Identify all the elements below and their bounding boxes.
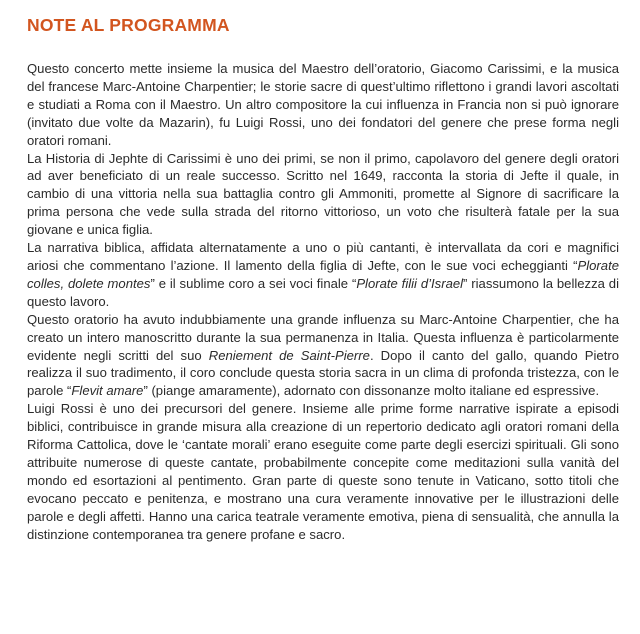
paragraph-text: Questo oratorio ha avuto indubbiamente una grande influenza su Marc-Antoine Charpentier, che ha creato un intero manoscritto durante la sua permanenza in Italia. Questa influenza è particolarmente evidente negli scritti del suo xyxy=(27,311,619,363)
paragraph-text: La Historia di Jephte di Carissimi è uno dei primi, se non il primo, capolavoro del genere degli oratori ad aver beneficiato di un reale successo. Scritto nel 1649, racconta la storia di Jefte il quale, in cambio di una vittoria nella sua battaglia contro gli Ammoniti, promette al Signore di sacrificare la prima persona che vede sulla strada del ritorno vittorioso, un voto che risulterà fatale per la sua giovane e unica figlia. xyxy=(27,150,619,238)
paragraph-biblical-narrative xyxy=(27,239,619,311)
italic-title-text: Plorate colles, dolete montes xyxy=(27,257,619,291)
paragraph-text: Questo concerto mette insieme la musica del Maestro dell’oratorio, Giacomo Carissimi, e la musica del francese Marc-Antoine Charpentier; le storie sacre di quest’ultimo riflettono i grandi lavori ascoltati e studiati a Roma con il Maestro. Un altro compositore la cui influenza in Francia non si può ignorare (invitato due volte da Mazarin), fu Luigi Rossi, uno dei fondatori del genere che prese forma negli oratori romani. xyxy=(27,61,619,148)
paragraph-historia-jephte xyxy=(27,150,619,240)
paragraph-carissimi-intro xyxy=(27,60,619,150)
paragraph-text: ” (piange amaramente), adornato con dissonanze molto italiane ed espressive. xyxy=(143,383,600,399)
paragraph-text: . Dopo il canto del gallo, quando Pietro realizza il suo tradimento, il coro conclude questa storia sacra in un clima di profonda tristezza, con le parole “ xyxy=(27,347,619,399)
section-heading: NOTE AL PROGRAMMA xyxy=(27,15,230,35)
italic-title-text: Reniement de Saint-Pierre xyxy=(208,347,370,363)
paragraph-charpentier-influence xyxy=(27,311,619,401)
paragraph-text: Luigi Rossi è uno dei precursori del genere. Insieme alle prime forme narrative ispirate a episodi biblici, contribuisce in grande misura alla creazione di un repertorio dedicato agli oratori romani della Riforma Cattolica, dove le ‘cantate morali’ erano eseguite come parte degli esercizi spirituali. Gli sono attribuite numerose di queste cantate, probabilmente concepite come meditazioni sulla vanità del mondo ed esortazioni al pentimento. Gran parte di queste sono tenute in Vaticano, sotto titoli che evocano peccato e penitenza, e mostrano una cura veramente innovative per le illustrazioni delle parole e degli affetti. Hanno una carica teatrale veramente emotiva, piena di sensualità, che annulla la distinzione contemporanea tra genere profane e sacro. xyxy=(27,401,619,542)
program-notes-body xyxy=(27,60,619,543)
paragraph-luigi-rossi xyxy=(27,400,619,543)
paragraph-text: ” e il sublime coro a sei voci finale “ xyxy=(150,275,357,291)
paragraph-text: La narrativa biblica, affidata alternatamente a uno o più cantanti, è intervallata da cori e magnifici ariosi che commentano l’azione. Il lamento della figlia di Jefte, con le sue voci echeggianti “ xyxy=(27,240,619,273)
paragraph-text: ” riassumono la bellezza di questo lavoro. xyxy=(27,275,619,309)
italic-title-text: Plorate filii d’Israel xyxy=(356,275,464,291)
italic-title-text: Flevit amare xyxy=(71,383,144,399)
